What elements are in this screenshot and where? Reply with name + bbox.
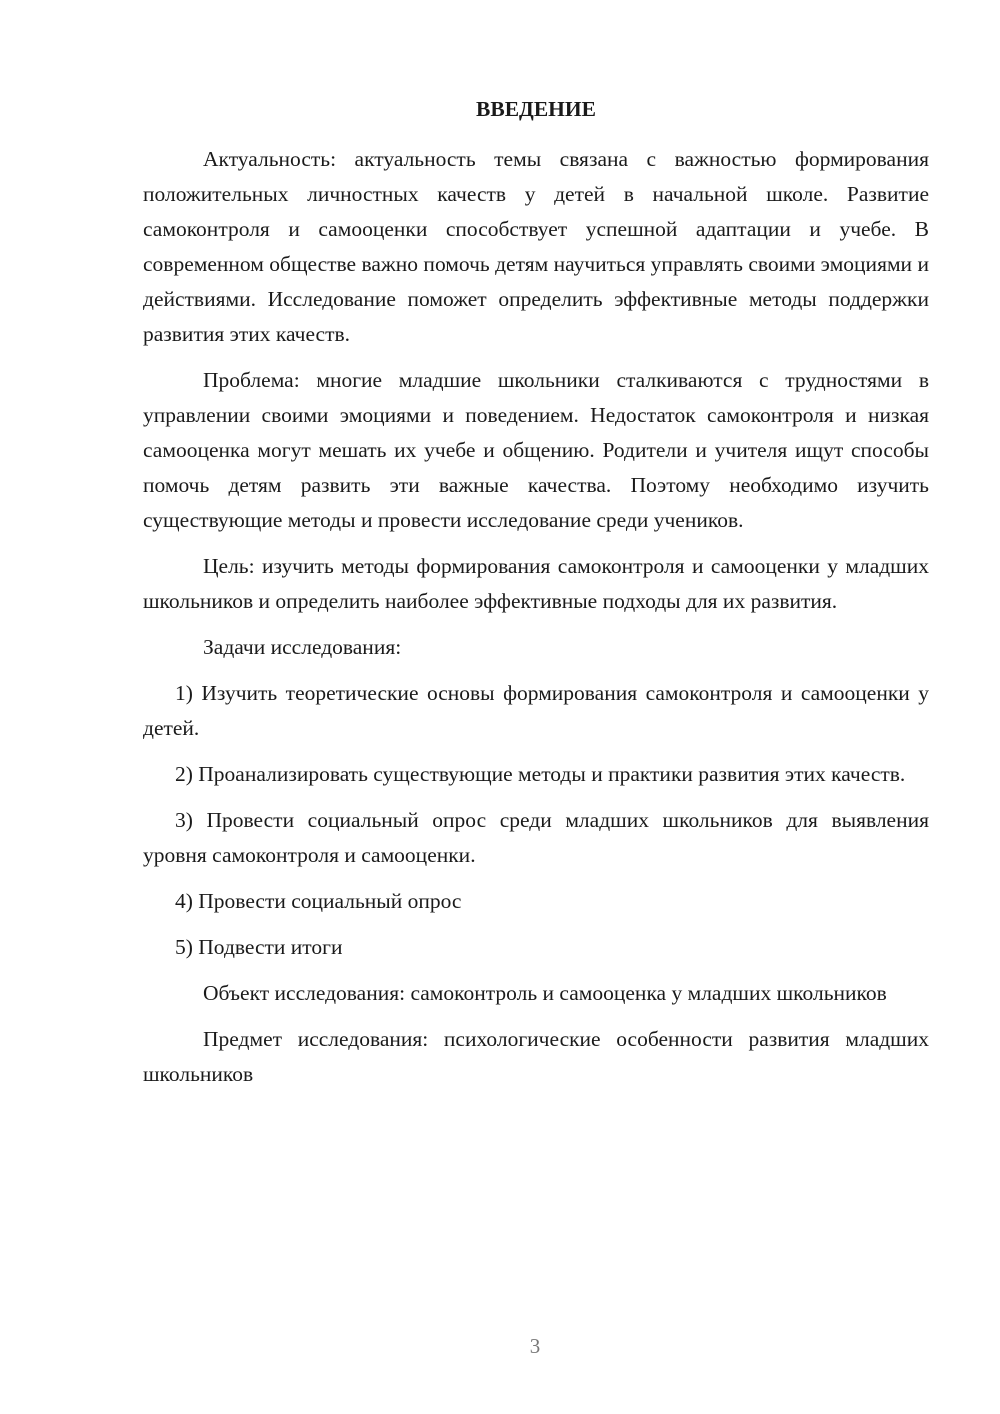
- object-paragraph: Объект исследования: самоконтроль и самооценка у младших школьников: [203, 981, 887, 1005]
- tasks-heading: Задачи исследования:: [203, 635, 402, 659]
- goal-paragraph: Цель: изучить методы формирования самоконтроля и самооценки у младших школьников и определить наиболее эффективные подходы для их развития.: [143, 554, 929, 613]
- subject-paragraph: Предмет исследования: психологические особенности развития младших школьников: [143, 1027, 929, 1086]
- task-item-2: 2) Проанализировать существующие методы и практики развития этих качеств.: [175, 762, 906, 786]
- relevance-paragraph: Актуальность: актуальность темы связана с важностью формирования положительных личностных качеств у детей в начальной школе. Развитие самоконтроля и самооценки способствует успешной адаптации и учебе. В современном обществе важно помочь детям научиться управлять своими эмоциями и действиями. Исследование поможет определить эффективные методы поддержки развития этих качеств.: [143, 147, 929, 346]
- task-item-5: 5) Подвести итоги: [175, 935, 343, 959]
- task-item-3: 3) Провести социальный опрос среди младших школьников для выявления уровня самоконтроля и самооценки.: [143, 808, 929, 867]
- task-item-1: 1) Изучить теоретические основы формирования самоконтроля и самооценки у детей.: [143, 681, 929, 740]
- task-item-4: 4) Провести социальный опрос: [175, 889, 462, 913]
- page-number: 3: [529, 1334, 541, 1358]
- page-title: ВВЕДЕНИЕ: [476, 97, 596, 121]
- document-page: [143, 92, 929, 1103]
- problem-paragraph: Проблема: многие младшие школьники сталкиваются с трудностями в управлении своими эмоциями и поведением. Недостаток самоконтроля и низкая самооценка могут мешать их учебе и общению. Родители и учителя ищут способы помочь детям развить эти важные качества. Поэтому необходимо изучить существующие методы и провести исследование среди учеников.: [143, 368, 929, 532]
